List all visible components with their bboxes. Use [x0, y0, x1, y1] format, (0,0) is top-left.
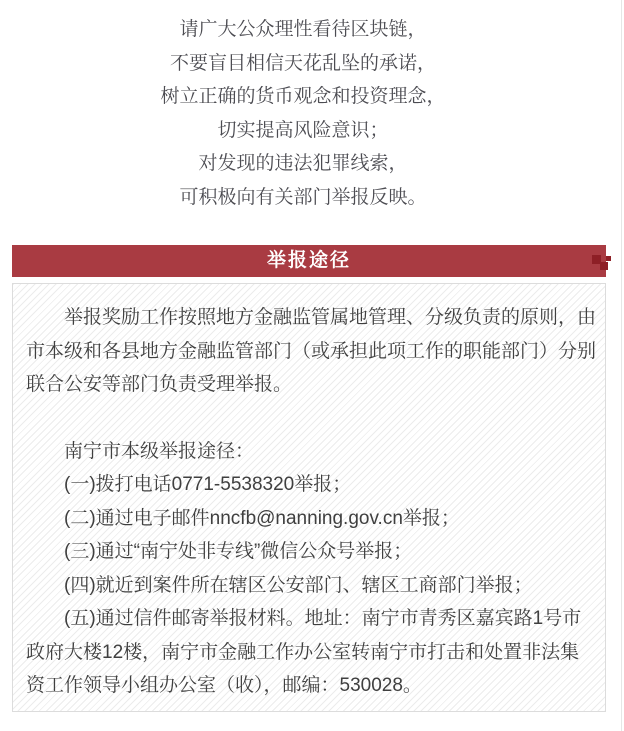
intro-line: 不要盲目相信天花乱坠的承诺，	[169, 52, 436, 74]
report-item-wechat: (三)通过“南宁处非专线”微信公众号举报；	[64, 541, 413, 562]
report-paragraph-line: 举报奖励工作按照地方金融监管属地管理、分级负责的原则，由	[64, 307, 597, 328]
intro-line: 请广大公众理性看待区块链，	[179, 19, 427, 40]
report-paragraph-line: 市本级和各县地方金融监管部门（或承担此项工作的职能部门）分别	[26, 340, 597, 362]
pixel-ornament-icon	[600, 262, 608, 270]
report-channels-box	[12, 283, 606, 712]
intro-line: 树立正确的货币观念和投资理念，	[160, 86, 446, 107]
section-banner-title: 举报途径	[266, 250, 351, 271]
report-item-office: (四)就近到案件所在辖区公安部门、辖区工商部门举报；	[64, 574, 533, 596]
report-item-mail-line: 政府大楼12楼，南宁市金融工作办公室转南宁市打击和处置非法集	[26, 641, 580, 663]
report-item-mail-line: (五)通过信件邮寄举报材料。地址：南宁市青秀区嘉宾路1号市	[64, 608, 582, 629]
intro-line: 对发现的违法犯罪线索，	[198, 153, 408, 174]
report-item-mail-line: 资工作领导小组办公室（收），邮编：530028。	[26, 675, 422, 696]
intro-section	[0, 13, 606, 214]
intro-line: 切实提高风险意识；	[217, 119, 389, 141]
section-banner	[12, 245, 606, 277]
pixel-ornament-icon	[606, 256, 611, 261]
report-paragraph-line: 联合公安等部门负责受理举报。	[26, 374, 293, 395]
report-item-phone: (一)拨打电话0771-5538320举报；	[64, 474, 352, 495]
page-edge-line	[621, 0, 622, 731]
report-item-email: (二)通过电子邮件nncfb@nanning.gov.cn举报；	[64, 507, 460, 529]
report-section-label: 南宁市本级举报途径：	[64, 440, 255, 462]
intro-line: 可积极向有关部门举报反映。	[179, 186, 427, 208]
